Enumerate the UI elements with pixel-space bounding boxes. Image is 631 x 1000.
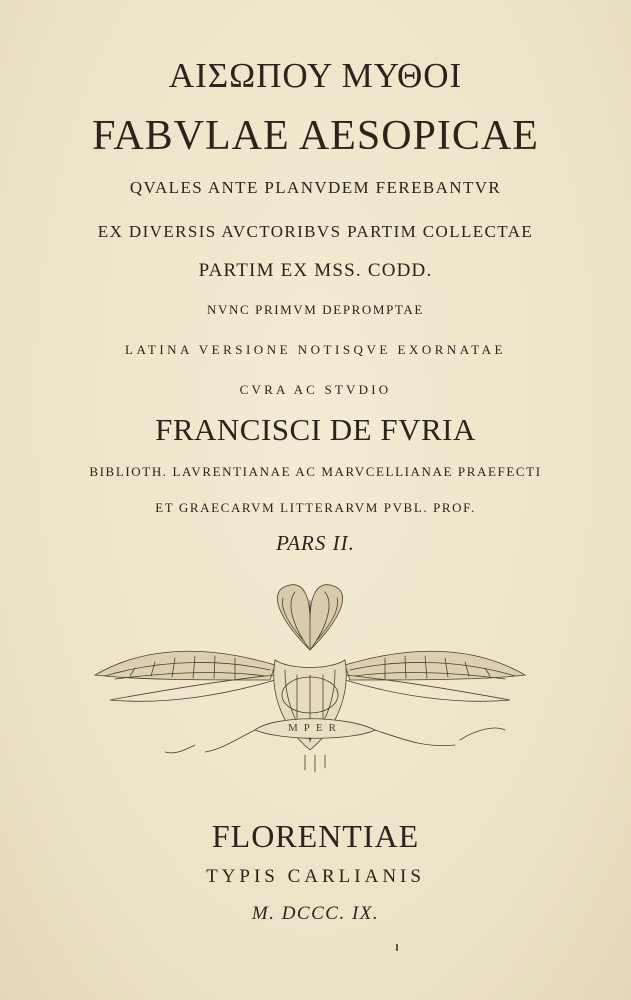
editor-title-line-1: BIBLIOTH. LAVRENTIANAE AC MARVCELLIANAE PRAEFECTI [89,464,542,479]
vignette-ribbon-text: MPER [288,722,342,734]
subtitle-line-4: NVNC PRIMVM DEPROMPTAE [207,302,424,317]
imprint-city: FLORENTIAE [211,818,420,854]
subtitle-line-2: EX DIVERSIS AVCTORIBVS PARTIM COLLECTAE [97,222,534,241]
imprint-year: M. DCCC. IX. [251,903,380,924]
ink-speck [396,944,398,951]
subtitle-line-1: QVALES ANTE PLANVDEM FEREBANTVR [129,178,502,197]
imprint-printer: TYPIS CARLIANIS [206,866,425,887]
subtitle-line-3: PARTIM EX MSS. CODD. [198,260,433,281]
editor-name: FRANCISCI DE FVRIA [155,412,476,447]
subtitle-line-5: LATINA VERSIONE NOTISQVE EXORNATAE [125,342,506,357]
subtitle-line-6: CVRA AC STVDIO [239,382,392,397]
editor-title-line-2: ET GRAECARVM LITTERARVM PVBL. PROF. [155,500,476,515]
feathered-crest-vignette-icon [75,580,545,780]
latin-title: FABVLAE AESOPICAE [92,113,539,159]
part-number: PARS II. [276,531,355,555]
greek-title: ΑΙΣΩΠΟΥ ΜΥΘΟΙ [168,56,463,95]
